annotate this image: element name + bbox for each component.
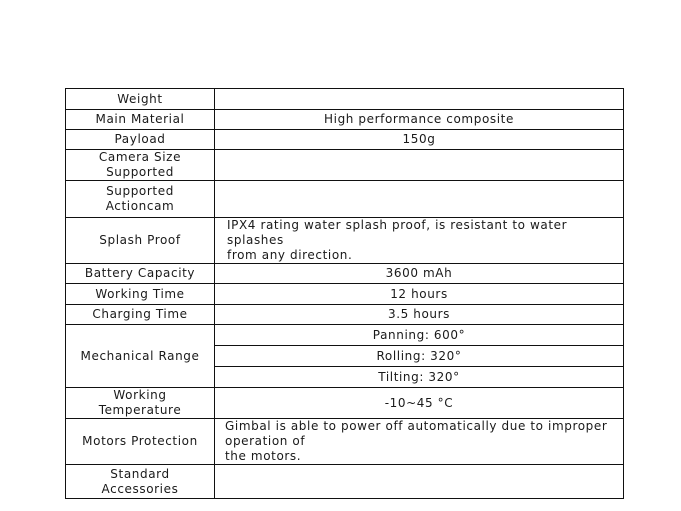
mechanical-tilting-value: Tilting: 320° (215, 367, 624, 388)
row-working-temperature (66, 388, 624, 419)
weight-label: Weight (66, 89, 215, 110)
supported-actioncam-value (215, 181, 624, 218)
mechanical-panning-value: Panning: 600° (215, 325, 624, 346)
splash-proof-label: Splash Proof (66, 218, 215, 264)
charging-time-label: Charging Time (66, 305, 215, 325)
row-supported-actioncam (66, 181, 624, 218)
spec-table (65, 88, 624, 499)
camera-size-value (215, 150, 624, 181)
mechanical-rolling-value: Rolling: 320° (215, 346, 624, 367)
standard-accessories-value (215, 465, 624, 499)
splash-proof-value-line2: from any direction. (227, 248, 353, 262)
supported-actioncam-label-line1: Supported (106, 184, 174, 198)
motors-protection-value-line2: the motors. (225, 449, 302, 463)
row-main-material (66, 110, 624, 130)
weight-value (215, 89, 624, 110)
row-charging-time (66, 305, 624, 325)
splash-proof-value (215, 218, 624, 264)
row-weight (66, 89, 624, 110)
motors-protection-label: Motors Protection (66, 419, 215, 465)
motors-protection-value-line1: Gimbal is able to power off automatically due to improper operation of (225, 419, 608, 448)
row-motors-protection (66, 419, 624, 465)
working-temperature-value: -10~45 °C (215, 388, 624, 419)
mechanical-range-label: Mechanical Range (66, 325, 215, 388)
payload-value: 150g (215, 130, 624, 150)
battery-capacity-value: 3600 mAh (215, 264, 624, 284)
supported-actioncam-label-line2: Actioncam (105, 199, 175, 213)
row-mechanical-panning (66, 325, 624, 346)
battery-capacity-label: Battery Capacity (66, 264, 215, 284)
working-temperature-label: Working Temperature (66, 388, 215, 419)
main-material-label: Main Material (66, 110, 215, 130)
motors-protection-value (215, 419, 624, 465)
row-payload (66, 130, 624, 150)
supported-actioncam-label (66, 181, 215, 218)
payload-label: Payload (66, 130, 215, 150)
standard-accessories-label: Standard Accessories (66, 465, 215, 499)
main-material-value: High performance composite (215, 110, 624, 130)
row-camera-size (66, 150, 624, 181)
working-time-label: Working Time (66, 284, 215, 305)
camera-size-label: Camera Size Supported (66, 150, 215, 181)
charging-time-value: 3.5 hours (215, 305, 624, 325)
row-working-time (66, 284, 624, 305)
working-time-value: 12 hours (215, 284, 624, 305)
row-splash-proof (66, 218, 624, 264)
splash-proof-value-line1: IPX4 rating water splash proof, is resistant to water splashes (227, 218, 568, 247)
row-standard-accessories (66, 465, 624, 499)
row-battery-capacity (66, 264, 624, 284)
